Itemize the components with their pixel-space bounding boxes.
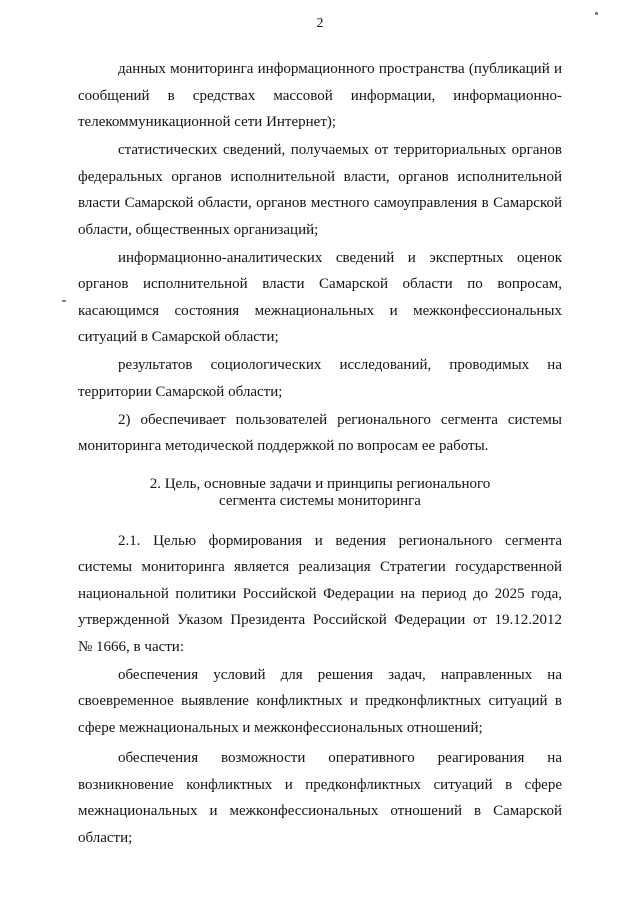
page-number: 2 bbox=[316, 16, 324, 31]
text-line: федеральных органов исполнительной власти, органов исполнительной bbox=[78, 168, 562, 185]
text-line: области, общественных организаций; bbox=[78, 221, 319, 238]
text-line: системы мониторинга является реализация Стратегии государственной bbox=[78, 559, 562, 575]
text-line: возникновение конфликтных и предконфликтных ситуаций в сфере bbox=[78, 776, 562, 793]
text-line: национальной политики Российской Федерации на период до 2025 года, bbox=[78, 585, 562, 602]
section-heading bbox=[78, 476, 562, 510]
text-line: своевременное выявление конфликтных и предконфликтных ситуаций в bbox=[78, 693, 562, 709]
text-line: утвержденной Указом Президента Российской Федерации от 19.12.2012 bbox=[78, 612, 562, 628]
text-line: информационно-аналитических сведений и экспертных оценок bbox=[118, 249, 562, 266]
text-line: области; bbox=[78, 829, 133, 846]
text-line: результатов социологических исследований, проводимых на bbox=[118, 357, 562, 373]
text-line: мониторинга методической поддержкой по вопросам ее работы. bbox=[78, 438, 489, 454]
text-line: обеспечения возможности оперативного реагирования на bbox=[118, 750, 562, 766]
scan-speck bbox=[595, 12, 598, 15]
document-body bbox=[78, 56, 562, 851]
paragraph bbox=[78, 56, 562, 136]
scan-speck bbox=[62, 300, 66, 302]
text-line: ситуаций в Самарской области; bbox=[78, 329, 279, 345]
text-line: № 1666, в части: bbox=[78, 638, 185, 655]
text-line: 2) обеспечивает пользователей регионального сегмента системы bbox=[118, 411, 562, 428]
paragraph bbox=[78, 662, 562, 742]
text-line: органов исполнительной власти Самарской области по вопросам, bbox=[78, 276, 562, 292]
text-line: данных мониторинга информационного пространства (публикаций и bbox=[118, 61, 562, 77]
paragraph bbox=[78, 528, 562, 661]
text-line: межнациональных и межконфессиональных отношений в Самарской bbox=[78, 803, 562, 819]
section-heading-line: сегмента системы мониторинга bbox=[219, 492, 421, 509]
paragraph bbox=[78, 352, 562, 405]
text-line: статистических сведений, получаемых от территориальных органов bbox=[118, 142, 562, 158]
text-line: 2.1. Целью формирования и ведения регионального сегмента bbox=[118, 532, 562, 549]
section-heading-line: 2. Цель, основные задачи и принципы регионального bbox=[149, 475, 491, 492]
text-line: сообщений в средствах массовой информации, информационно- bbox=[78, 87, 562, 104]
text-line: власти Самарской области, органов местного самоуправления в Самарской bbox=[78, 195, 562, 211]
paragraph bbox=[78, 245, 562, 351]
paragraph bbox=[78, 137, 562, 243]
paragraph bbox=[78, 745, 562, 851]
text-line: территории Самарской области; bbox=[78, 383, 283, 400]
paragraph bbox=[78, 407, 562, 460]
text-line: касающимся состояния межнациональных и межконфессиональных bbox=[78, 302, 562, 319]
text-line: сфере межнациональных и межконфессиональных отношений; bbox=[78, 719, 483, 736]
text-line: телекоммуникационной сети Интернет); bbox=[78, 114, 337, 130]
text-line: обеспечения условий для решения задач, направленных на bbox=[118, 666, 562, 683]
